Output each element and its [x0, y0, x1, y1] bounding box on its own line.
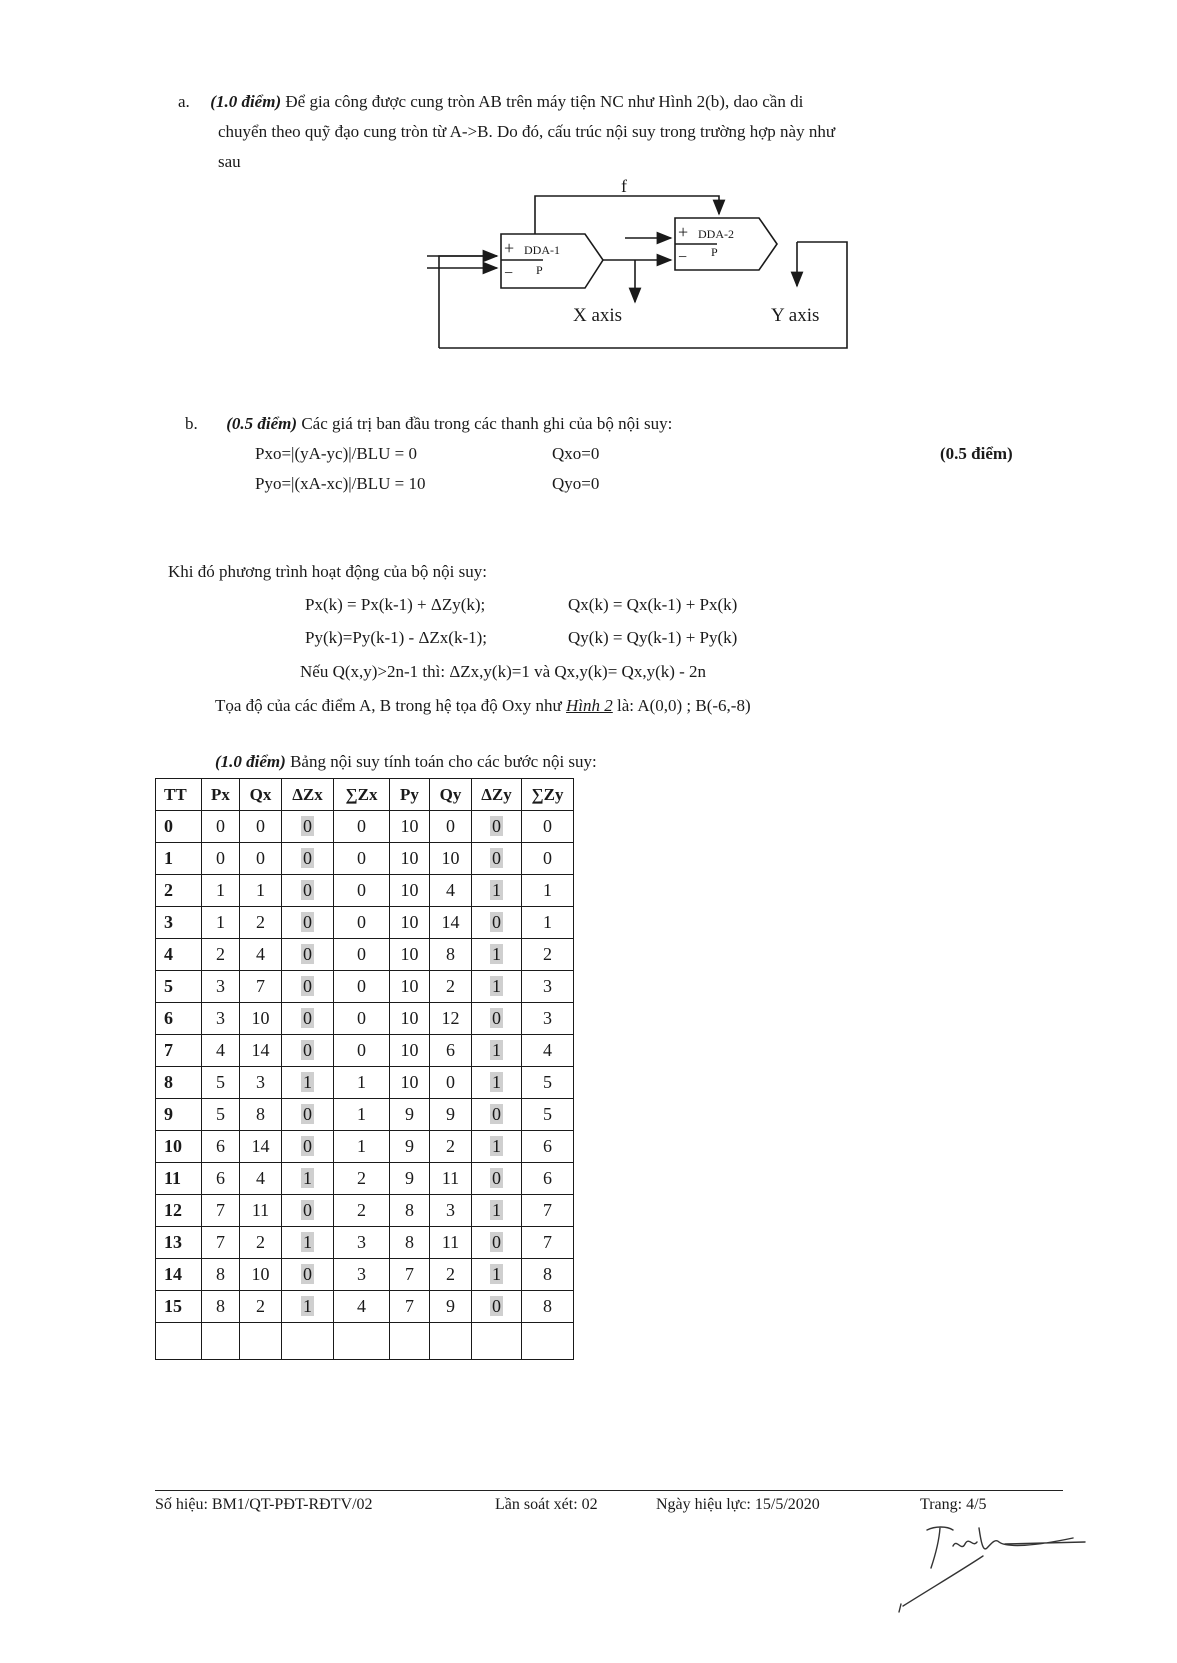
cell-col-py: 10 — [390, 843, 430, 875]
cell-col-dzy — [472, 907, 522, 939]
cell-col-dzx — [282, 811, 334, 843]
delta-value: 0 — [492, 816, 501, 836]
cell-col-sumzy: 2 — [522, 939, 574, 971]
delta-value: 1 — [303, 1168, 312, 1188]
table-heading — [215, 748, 597, 776]
cell-col-px: 6 — [202, 1131, 240, 1163]
cell-col-tt: 6 — [156, 1003, 202, 1035]
cell-col-qx: 4 — [240, 939, 282, 971]
x-axis-label: X axis — [573, 305, 623, 326]
cell-col-sumzx: 4 — [334, 1291, 390, 1323]
delta-value: 0 — [492, 912, 501, 932]
header-col-qy: Qy — [430, 779, 472, 811]
table-row — [156, 875, 574, 907]
cell-col-px: 5 — [202, 1099, 240, 1131]
cell-col-tt: 4 — [156, 939, 202, 971]
cell-col-tt: 12 — [156, 1195, 202, 1227]
cell-col-qx: 0 — [240, 811, 282, 843]
cell-col-sumzx: 2 — [334, 1163, 390, 1195]
header-col-py: Py — [390, 779, 430, 811]
table-row — [156, 1163, 574, 1195]
cell-col-dzy — [472, 1163, 522, 1195]
cell-col-qx: 11 — [240, 1195, 282, 1227]
delta-value: 0 — [303, 1200, 312, 1220]
cell-col-dzx — [282, 1131, 334, 1163]
table-row — [156, 1035, 574, 1067]
cell-col-dzx — [282, 875, 334, 907]
cell-col-sumzy: 8 — [522, 1291, 574, 1323]
cell-col-qy: 6 — [430, 1035, 472, 1067]
cell-col-qy: 9 — [430, 1291, 472, 1323]
eq1-right: Qx(k) = Qx(k-1) + Px(k) — [568, 595, 738, 614]
cell-col-px: 2 — [202, 939, 240, 971]
cell-col-sumzx: 0 — [334, 971, 390, 1003]
dda-2-minus: − — [678, 249, 688, 266]
footer-revision: Lần soát xét: 02 — [495, 1496, 598, 1513]
delta-value: 1 — [492, 1136, 501, 1156]
delta-value: 1 — [492, 1264, 501, 1284]
cell-col-sumzy: 3 — [522, 1003, 574, 1035]
cell-col-sumzy: 0 — [522, 811, 574, 843]
cell-col-qy: 14 — [430, 907, 472, 939]
eq2-right: Qy(k) = Qy(k-1) + Py(k) — [568, 628, 738, 647]
cell-col-tt: 5 — [156, 971, 202, 1003]
cell-col-sumzx: 3 — [334, 1227, 390, 1259]
cell-col-dzy — [472, 1195, 522, 1227]
table-row — [156, 1291, 574, 1323]
delta-value: 0 — [492, 1104, 501, 1124]
cell-col-dzx — [282, 1259, 334, 1291]
cell-col-qy: 2 — [430, 971, 472, 1003]
cell-col-qx: 10 — [240, 1003, 282, 1035]
cell-col-dzy — [472, 1227, 522, 1259]
cell-col-sumzy: 6 — [522, 1131, 574, 1163]
header-col-sumzy: ∑Zy — [522, 779, 574, 811]
delta-value: 0 — [492, 848, 501, 868]
section-b-line — [185, 410, 672, 438]
delta-value: 0 — [492, 1296, 501, 1316]
delta-value: 1 — [303, 1072, 312, 1092]
cell-col-sumzx: 1 — [334, 1099, 390, 1131]
cell-col-qx: 3 — [240, 1067, 282, 1099]
cell-col-dzx — [282, 1291, 334, 1323]
cell-col-sumzy: 1 — [522, 875, 574, 907]
figure-reference: Hình 2 — [566, 696, 613, 715]
cell-col-py: 10 — [390, 939, 430, 971]
y-axis-label: Y axis — [771, 305, 820, 326]
cell-col-py: 9 — [390, 1099, 430, 1131]
cell-col-px: 5 — [202, 1067, 240, 1099]
cell-col-qx: 7 — [240, 971, 282, 1003]
cell-col-dzx — [282, 1195, 334, 1227]
cell-col-dzy — [472, 1291, 522, 1323]
delta-value: 1 — [492, 880, 501, 900]
empty-cell — [390, 1323, 430, 1360]
delta-value: 1 — [303, 1296, 312, 1316]
dda-block-diagram — [425, 178, 855, 378]
cell-col-sumzx: 0 — [334, 907, 390, 939]
cell-col-qy: 11 — [430, 1163, 472, 1195]
cell-col-sumzx: 1 — [334, 1067, 390, 1099]
coords-line — [215, 692, 751, 720]
cell-col-px: 3 — [202, 1003, 240, 1035]
cell-col-tt: 11 — [156, 1163, 202, 1195]
cell-col-qx: 1 — [240, 875, 282, 907]
cell-col-sumzy: 6 — [522, 1163, 574, 1195]
cell-col-dzy — [472, 1099, 522, 1131]
table-row — [156, 1003, 574, 1035]
cell-col-qx: 8 — [240, 1099, 282, 1131]
cell-col-tt: 1 — [156, 843, 202, 875]
delta-value: 0 — [303, 976, 312, 996]
delta-value: 0 — [303, 848, 312, 868]
cell-col-px: 3 — [202, 971, 240, 1003]
delta-value: 1 — [492, 1040, 501, 1060]
section-a-line2: chuyển theo quỹ đạo cung tròn từ A->B. Do đó, cấu trúc nội suy trong trường hợp này như — [218, 122, 836, 141]
cell-col-qx: 2 — [240, 907, 282, 939]
table-row — [156, 1227, 574, 1259]
cell-col-sumzy: 8 — [522, 1259, 574, 1291]
cell-col-qy: 0 — [430, 1067, 472, 1099]
delta-value: 0 — [303, 944, 312, 964]
signature-mark — [895, 1508, 1095, 1618]
cell-col-qy: 0 — [430, 811, 472, 843]
empty-cell — [282, 1323, 334, 1360]
cell-col-sumzx: 0 — [334, 811, 390, 843]
cell-col-py: 9 — [390, 1163, 430, 1195]
cell-col-dzy — [472, 1035, 522, 1067]
cell-col-sumzy: 1 — [522, 907, 574, 939]
dda-1-label: DDA-1 — [524, 243, 560, 257]
delta-value: 1 — [492, 976, 501, 996]
cell-col-sumzx: 0 — [334, 843, 390, 875]
cell-col-dzy — [472, 939, 522, 971]
dda-2-label: DDA-2 — [698, 227, 734, 241]
cell-col-qx: 10 — [240, 1259, 282, 1291]
cell-col-dzx — [282, 971, 334, 1003]
delta-value: 1 — [492, 1072, 501, 1092]
cell-col-tt: 13 — [156, 1227, 202, 1259]
section-a-line1 — [178, 88, 803, 116]
cell-col-tt: 3 — [156, 907, 202, 939]
table-row — [156, 1099, 574, 1131]
cell-col-sumzx: 1 — [334, 1131, 390, 1163]
cell-col-qy: 2 — [430, 1259, 472, 1291]
delta-value: 0 — [492, 1232, 501, 1252]
table-row — [156, 1131, 574, 1163]
eq3: Nếu Q(x,y)>2n-1 thì: ΔZx,y(k)=1 và Qx,y(k)= Qx,y(k) - 2n — [300, 662, 707, 681]
cell-col-dzy — [472, 875, 522, 907]
dda-2-p: P — [711, 245, 718, 259]
cell-col-tt: 10 — [156, 1131, 202, 1163]
cell-col-sumzy: 5 — [522, 1099, 574, 1131]
delta-value: 1 — [492, 1200, 501, 1220]
section-a-text1: Để gia công được cung tròn AB trên máy tiện NC như Hình 2(b), dao cần di — [281, 92, 804, 111]
delta-value: 0 — [303, 1136, 312, 1156]
cell-col-py: 10 — [390, 1003, 430, 1035]
cell-col-py: 10 — [390, 875, 430, 907]
cell-col-py: 7 — [390, 1291, 430, 1323]
cell-col-py: 8 — [390, 1227, 430, 1259]
feedback-line-left — [439, 256, 497, 348]
header-col-dzx: ΔZx — [282, 779, 334, 811]
cell-col-sumzx: 0 — [334, 1035, 390, 1067]
eq2-left: Py(k)=Py(k-1) - ΔZx(k-1); — [305, 628, 487, 647]
header-col-sumzx: ∑Zx — [334, 779, 390, 811]
cell-col-px: 1 — [202, 875, 240, 907]
cell-col-dzx — [282, 843, 334, 875]
cell-col-dzy — [472, 1131, 522, 1163]
cell-col-dzx — [282, 1163, 334, 1195]
cell-col-px: 8 — [202, 1259, 240, 1291]
cell-col-sumzy: 7 — [522, 1227, 574, 1259]
cell-col-dzx — [282, 907, 334, 939]
table-row — [156, 811, 574, 843]
empty-cell — [156, 1323, 202, 1360]
cell-col-tt: 9 — [156, 1099, 202, 1131]
cell-col-py: 10 — [390, 1035, 430, 1067]
table-row — [156, 907, 574, 939]
cell-col-qy: 9 — [430, 1099, 472, 1131]
cell-col-tt: 14 — [156, 1259, 202, 1291]
cell-col-py: 10 — [390, 1067, 430, 1099]
section-a-line3: sau — [218, 152, 241, 171]
feed-line — [535, 196, 719, 234]
cell-col-dzy — [472, 1259, 522, 1291]
cell-col-dzy — [472, 971, 522, 1003]
feed-label: f — [621, 178, 627, 196]
empty-cell — [522, 1323, 574, 1360]
cell-col-tt: 0 — [156, 811, 202, 843]
cell-col-qx: 2 — [240, 1227, 282, 1259]
cell-col-sumzy: 4 — [522, 1035, 574, 1067]
empty-cell — [472, 1323, 522, 1360]
footer-effective-date: Ngày hiệu lực: 15/5/2020 — [656, 1496, 820, 1513]
cell-col-tt: 8 — [156, 1067, 202, 1099]
footer-page-number: Trang: 4/5 — [920, 1496, 987, 1513]
cell-col-py: 8 — [390, 1195, 430, 1227]
px0-formula: Pxo=|(yA-yc)|/BLU = 0 — [255, 444, 417, 463]
cell-col-px: 6 — [202, 1163, 240, 1195]
cell-col-px: 7 — [202, 1195, 240, 1227]
cell-col-py: 10 — [390, 811, 430, 843]
table-row — [156, 1195, 574, 1227]
empty-cell — [334, 1323, 390, 1360]
table-row — [156, 843, 574, 875]
delta-value: 0 — [492, 1168, 501, 1188]
section-b-points: (0.5 điểm) — [226, 414, 298, 433]
eq1-left: Px(k) = Px(k-1) + ΔZy(k); — [305, 595, 486, 614]
header-col-tt: TT — [156, 779, 202, 811]
section-b-marker: b. — [185, 414, 198, 433]
cell-col-dzy — [472, 811, 522, 843]
cell-col-py: 10 — [390, 907, 430, 939]
table-empty-row — [156, 1323, 574, 1360]
cell-col-dzx — [282, 1227, 334, 1259]
cell-col-px: 7 — [202, 1227, 240, 1259]
empty-cell — [240, 1323, 282, 1360]
dda-1-p: P — [536, 263, 543, 277]
footer-code: Số hiệu: BM1/QT-PĐT-RĐTV/02 — [155, 1496, 373, 1513]
cell-col-qy: 2 — [430, 1131, 472, 1163]
section-a-points: (1.0 điểm) — [210, 92, 282, 111]
cell-col-qx: 0 — [240, 843, 282, 875]
table-row — [156, 1067, 574, 1099]
cell-col-px: 8 — [202, 1291, 240, 1323]
cell-col-sumzy: 0 — [522, 843, 574, 875]
dda-1-plus: + — [504, 238, 515, 258]
cell-col-px: 1 — [202, 907, 240, 939]
cell-col-py: 10 — [390, 971, 430, 1003]
cell-col-sumzx: 0 — [334, 875, 390, 907]
delta-value: 0 — [303, 1104, 312, 1124]
cell-col-qy: 3 — [430, 1195, 472, 1227]
interpolation-table — [155, 778, 574, 1360]
cell-col-tt: 15 — [156, 1291, 202, 1323]
dda-2-plus: + — [678, 222, 689, 242]
cell-col-py: 9 — [390, 1131, 430, 1163]
cell-col-dzy — [472, 843, 522, 875]
cell-col-sumzx: 0 — [334, 939, 390, 971]
cell-col-dzx — [282, 939, 334, 971]
delta-value: 1 — [492, 944, 501, 964]
cell-col-sumzx: 0 — [334, 1003, 390, 1035]
cell-col-dzx — [282, 1003, 334, 1035]
operation-intro: Khi đó phương trình hoạt động của bộ nội suy: — [168, 562, 487, 581]
delta-value: 1 — [303, 1232, 312, 1252]
dda-1-minus: − — [504, 265, 514, 282]
cell-col-sumzy: 7 — [522, 1195, 574, 1227]
section-a-marker: a. — [178, 92, 190, 111]
cell-col-tt: 7 — [156, 1035, 202, 1067]
cell-col-qy: 4 — [430, 875, 472, 907]
empty-cell — [202, 1323, 240, 1360]
table-points: (1.0 điểm) — [215, 752, 286, 771]
header-col-dzy: ΔZy — [472, 779, 522, 811]
cell-col-dzx — [282, 1067, 334, 1099]
delta-value: 0 — [303, 1040, 312, 1060]
cell-col-qy: 8 — [430, 939, 472, 971]
delta-value: 0 — [303, 912, 312, 932]
table-row — [156, 971, 574, 1003]
cell-col-qx: 14 — [240, 1131, 282, 1163]
header-col-qx: Qx — [240, 779, 282, 811]
cell-col-sumzy: 3 — [522, 971, 574, 1003]
table-row — [156, 1259, 574, 1291]
section-b-text: Các giá trị ban đầu trong các thanh ghi của bộ nội suy: — [297, 414, 673, 433]
cell-col-sumzx: 3 — [334, 1259, 390, 1291]
delta-value: 0 — [303, 880, 312, 900]
cell-col-qx: 2 — [240, 1291, 282, 1323]
header-col-px: Px — [202, 779, 240, 811]
footer-divider — [155, 1490, 1063, 1491]
cell-col-px: 0 — [202, 843, 240, 875]
cell-col-sumzy: 5 — [522, 1067, 574, 1099]
table-header-row — [156, 779, 574, 811]
delta-value: 0 — [492, 1008, 501, 1028]
qy0-formula: Qyo=0 — [552, 474, 600, 493]
cell-col-dzx — [282, 1099, 334, 1131]
cell-col-qy: 10 — [430, 843, 472, 875]
cell-col-qx: 14 — [240, 1035, 282, 1067]
cell-col-px: 4 — [202, 1035, 240, 1067]
cell-col-qy: 12 — [430, 1003, 472, 1035]
coords-prefix: Tọa độ của các điểm A, B trong hệ tọa độ Oxy như — [215, 696, 567, 715]
section-b-right-points: (0.5 điểm) — [940, 444, 1013, 463]
coords-suffix: là: A(0,0) ; B(-6,-8) — [612, 696, 751, 715]
cell-col-sumzx: 2 — [334, 1195, 390, 1227]
cell-col-tt: 2 — [156, 875, 202, 907]
delta-value: 0 — [303, 1264, 312, 1284]
cell-col-dzx — [282, 1035, 334, 1067]
cell-col-px: 0 — [202, 811, 240, 843]
cell-col-qx: 4 — [240, 1163, 282, 1195]
cell-col-qy: 11 — [430, 1227, 472, 1259]
delta-value: 0 — [303, 1008, 312, 1028]
qx0-formula: Qxo=0 — [552, 444, 600, 463]
cell-col-dzy — [472, 1067, 522, 1099]
table-row — [156, 939, 574, 971]
delta-value: 0 — [303, 816, 312, 836]
py0-formula: Pyo=|(xA-xc)|/BLU = 10 — [255, 474, 426, 493]
table-heading-text: Bảng nội suy tính toán cho các bước nội suy: — [285, 752, 597, 771]
cell-col-py: 7 — [390, 1259, 430, 1291]
cell-col-dzy — [472, 1003, 522, 1035]
empty-cell — [430, 1323, 472, 1360]
